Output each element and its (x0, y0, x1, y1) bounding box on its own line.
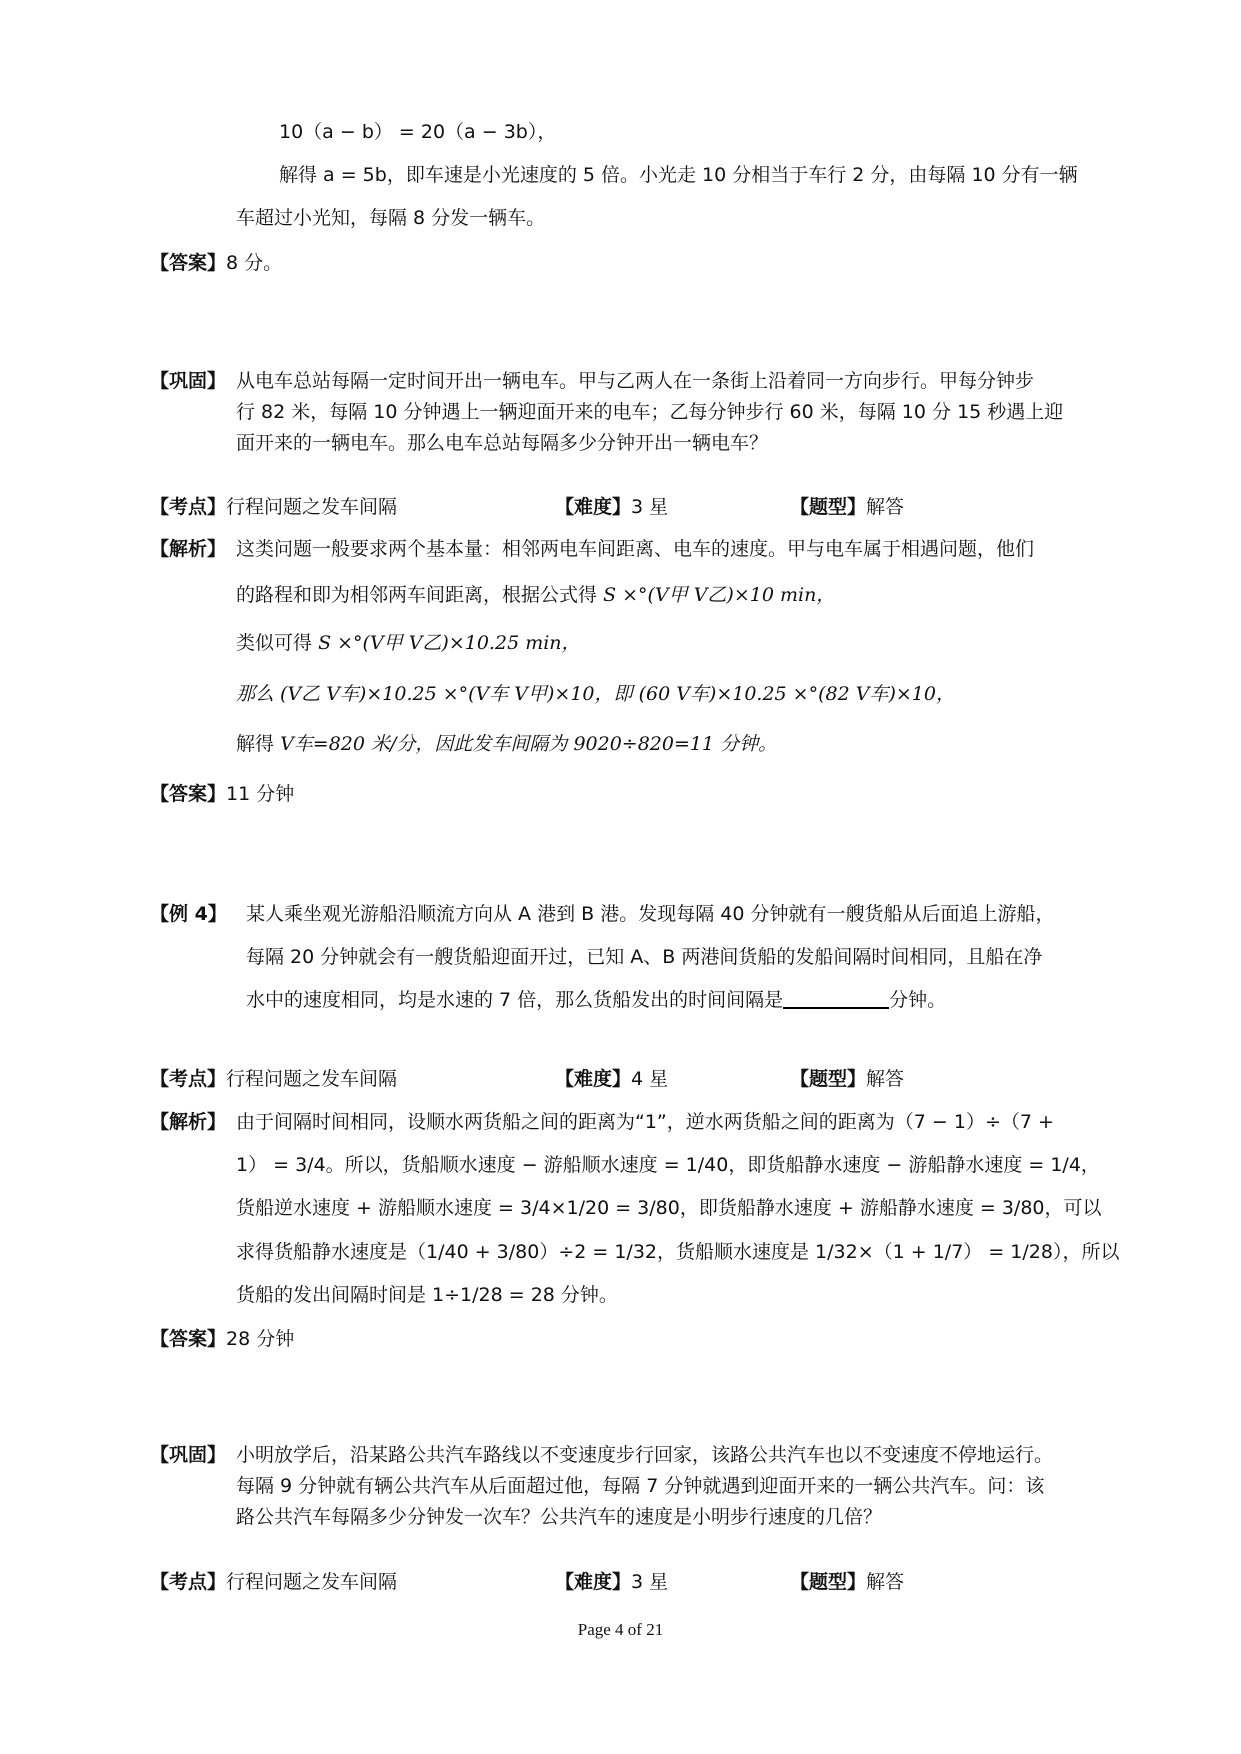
nandu-value: 3 星 (631, 496, 669, 518)
tixing-label: 【题型】 (790, 496, 867, 518)
consolidation-label: 【巩固】 (150, 1444, 227, 1466)
analysis-line: 1） = 3/4。所以，货船顺水速度 − 游船顺水速度 = 1/40，即货船静水速度 − 游船静水速度 = 1/4， (236, 1154, 1100, 1176)
question-line: 小明放学后，沿某路公共汽车路线以不变速度步行回家，该路公共汽车也以不变速度不停地运行。 (236, 1444, 1054, 1466)
analysis-line: 求得货船静水速度是（1/40 + 3/80）÷2 = 1/32，货船顺水速度是 1/32×（1 + 1/7） = 1/28），所以 (236, 1241, 1120, 1263)
formula: S ×°(V甲 V乙)×10.25 min， (318, 632, 581, 654)
meta-row (150, 1065, 397, 1093)
meta-row (150, 493, 397, 521)
analysis-line: 由于间隔时间相同，设顺水两货船之间的距离为“1”，逆水两货船之间的距离为（7 − 1）÷（7 + (236, 1111, 1054, 1133)
kaodian-value: 行程问题之发车间隔 (226, 1068, 398, 1090)
question-line: 某人乘坐观光游船沿顺流方向从 A 港到 B 港。发现每隔 40 分钟就有一艘货船从后面追上游船， (246, 903, 1055, 925)
answer-text: 11 分钟 (226, 783, 295, 805)
answer-label: 【答案】 (150, 783, 227, 805)
answer-row (150, 1325, 294, 1353)
analysis-line: 这类问题一般要求两个基本量：相邻两电车间距离、电车的速度。甲与电车属于相遇问题，他们 (236, 538, 1035, 560)
question-line: 每隔 9 分钟就有辆公共汽车从后面超过他，每隔 7 分钟就遇到迎面开来的一辆公共汽车。问：该 (236, 1475, 1045, 1497)
answer-label: 【答案】 (150, 1328, 227, 1350)
nandu-label: 【难度】 (555, 1068, 632, 1090)
difficulty (555, 493, 668, 521)
formula: S ×°(V甲 V乙)×10 min， (603, 584, 836, 606)
question-line: 从电车总站每隔一定时间开出一辆电车。甲与乙两人在一条街上沿着同一方向步行。甲每分钟步 (236, 370, 1035, 392)
solution-line: 解得 a = 5b，即车速是小光速度的 5 倍。小光走 10 分相当于车行 2 分，由每隔 10 分有一辆 (279, 164, 1078, 186)
page-number: Page 4 of 21 (577, 1620, 664, 1639)
analysis-line (236, 581, 835, 609)
analysis-line (236, 730, 777, 758)
answer-row (150, 780, 294, 808)
analysis-text: 的路程和即为相邻两车间距离，根据公式得 (236, 584, 598, 606)
answer-row (150, 249, 282, 277)
question-line: 行 82 米，每隔 10 分钟遇上一辆迎面开来的电车；乙每分钟步行 60 米，每隔 10 分 15 秒遇上迎 (236, 401, 1064, 423)
question-line: 面开来的一辆电车。那么电车总站每隔多少分钟开出一辆电车？ (236, 432, 769, 454)
question-line: 路公共汽车每隔多少分钟发一次车？公共汽车的速度是小明步行速度的几倍？ (236, 1506, 883, 1528)
nandu-label: 【难度】 (555, 496, 632, 518)
question-line (246, 986, 946, 1014)
analysis-label: 【解析】 (150, 538, 227, 560)
answer-blank (783, 987, 889, 1009)
analysis-text: 解得 (236, 733, 275, 755)
question-line: 每隔 20 分钟就会有一艘货船迎面开过，已知 A、B 两港间货船的发船间隔时间相同，且船在净 (246, 946, 1043, 968)
nandu-value: 4 星 (631, 1068, 669, 1090)
tixing-value: 解答 (866, 1571, 905, 1593)
kaodian-label: 【考点】 (150, 1068, 227, 1090)
difficulty (555, 1065, 668, 1093)
formula-line: 那么 (V乙 V车)×10.25 ×°(V车 V甲)×10，即 (60 V车)×10.25 ×°(82 V车)×10， (236, 683, 955, 705)
analysis-label: 【解析】 (150, 1111, 227, 1133)
equation-line: 10（a − b） = 20（a − 3b）， (279, 121, 557, 143)
analysis-line (236, 629, 581, 657)
nandu-label: 【难度】 (555, 1571, 632, 1593)
analysis-text: 类似可得 (236, 632, 313, 654)
analysis-line: 货船逆水速度 + 游船顺水速度 = 3/4×1/20 = 3/80，即货船静水速度 + 游船静水速度 = 3/80，可以 (236, 1197, 1102, 1219)
kaodian-value: 行程问题之发车间隔 (226, 496, 398, 518)
question-type (790, 1065, 904, 1093)
answer-label: 【答案】 (150, 252, 227, 274)
tixing-value: 解答 (866, 496, 905, 518)
solution-line: 车超过小光知，每隔 8 分发一辆车。 (236, 207, 546, 229)
tixing-label: 【题型】 (790, 1571, 867, 1593)
kaodian-value: 行程问题之发车间隔 (226, 1571, 398, 1593)
kaodian-label: 【考点】 (150, 1571, 227, 1593)
nandu-value: 3 星 (631, 1571, 669, 1593)
tixing-value: 解答 (866, 1068, 905, 1090)
question-text: 水中的速度相同，均是水速的 7 倍，那么货船发出的时间间隔是 (246, 989, 784, 1011)
question-type (790, 493, 904, 521)
answer-text: 8 分。 (226, 252, 283, 274)
consolidation-label: 【巩固】 (150, 370, 227, 392)
kaodian-label: 【考点】 (150, 496, 227, 518)
question-text: 分钟。 (889, 989, 947, 1011)
analysis-line: 货船的发出间隔时间是 1÷1/28 = 28 分钟。 (236, 1284, 618, 1306)
formula: V车=820 米/分，因此发车间隔为 9020÷820=11 分钟。 (280, 733, 778, 755)
answer-text: 28 分钟 (226, 1328, 295, 1350)
question-type (790, 1568, 904, 1596)
example-label: 【例 4】 (150, 903, 227, 925)
difficulty (555, 1568, 668, 1596)
meta-row (150, 1568, 397, 1596)
tixing-label: 【题型】 (790, 1068, 867, 1090)
